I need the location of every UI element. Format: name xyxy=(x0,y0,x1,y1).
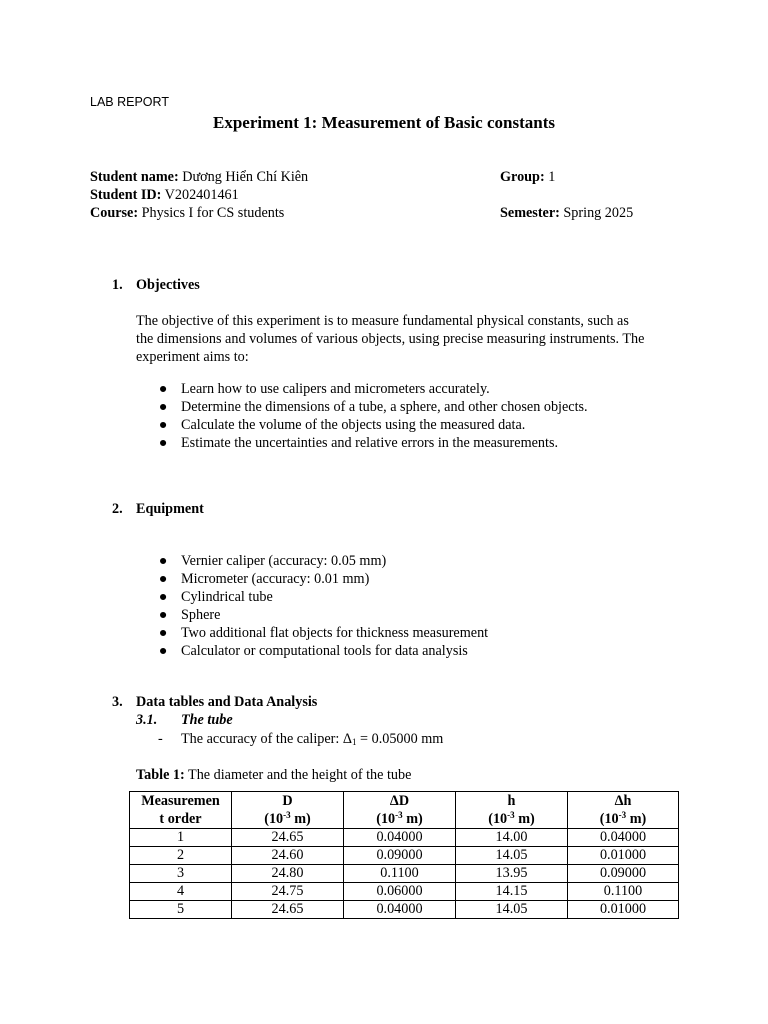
student-id-label: Student ID: xyxy=(90,187,162,203)
objectives-paragraph-line-2: the dimensions and volumes of various objects, using precise measuring instruments. The xyxy=(136,331,645,347)
list-item: ● Calculate the volume of the objects using the measured data. xyxy=(158,417,526,433)
bullet-icon: ● xyxy=(158,399,168,415)
bullet-icon: ● xyxy=(158,625,168,641)
bullet-icon: ● xyxy=(158,435,168,451)
subsection-number: 3.1. xyxy=(136,712,158,728)
group-line xyxy=(500,168,555,186)
list-item: ● Cylindrical tube xyxy=(158,589,273,605)
student-id-line xyxy=(90,186,239,204)
group-label: Group: xyxy=(500,169,545,185)
bullet-icon: ● xyxy=(158,571,168,587)
course-line xyxy=(90,204,284,222)
list-item: ● Determine the dimensions of a tube, a sphere, and other chosen objects. xyxy=(158,399,588,415)
list-item: ● Micrometer (accuracy: 0.01 mm) xyxy=(158,571,370,587)
list-item: ● Learn how to use calipers and micrometers accurately. xyxy=(158,381,490,397)
table-caption-label: Table 1: xyxy=(136,767,185,783)
table-row: 1 24.65 0.04000 14.00 0.04000 xyxy=(130,829,679,847)
student-name-value: Dương Hiển Chí Kiên xyxy=(182,169,309,185)
section-objectives-number: 1. xyxy=(112,277,123,293)
objectives-paragraph-line-3: experiment aims to: xyxy=(136,349,249,365)
list-item: ● Two additional flat objects for thickness measurement xyxy=(158,625,489,641)
list-item: ● Sphere xyxy=(158,607,221,623)
bullet-icon: ● xyxy=(158,607,168,623)
caliper-accuracy: The accuracy of the caliper: $\Delta_1 = 0.05000$ mm xyxy=(181,731,444,747)
dash-bullet: - xyxy=(158,731,163,747)
header-measurement-order: Measuremen t order xyxy=(130,792,232,829)
data-table xyxy=(129,791,679,919)
section-data-number: 3. xyxy=(112,694,123,710)
section-data-heading: Data tables and Data Analysis xyxy=(136,694,318,710)
section-equipment-heading: Equipment xyxy=(136,501,204,517)
table-row: 5 24.65 0.04000 14.05 0.01000 xyxy=(130,901,679,919)
header-h: h ($10^{-3}$ m) xyxy=(456,792,568,829)
section-equipment-number: 2. xyxy=(112,501,123,517)
student-name-line xyxy=(90,168,308,186)
table-row: 2 24.60 0.09000 14.05 0.01000 xyxy=(130,847,679,865)
bullet-icon: ● xyxy=(158,417,168,433)
objectives-paragraph-line-1: The objective of this experiment is to measure fundamental physical constants, such as xyxy=(136,313,629,329)
semester-value: Spring 2025 xyxy=(563,205,634,221)
course-value: Physics I for CS students xyxy=(141,205,285,221)
course-label: Course: xyxy=(90,205,139,221)
header-delta-d: ΔD ($10^{-3}$ m) xyxy=(344,792,456,829)
page-title: Experiment 1: Measurement of Basic constants xyxy=(212,113,555,132)
report-label: LAB REPORT xyxy=(90,95,169,109)
bullet-icon: ● xyxy=(158,643,168,659)
subsection-heading: The tube xyxy=(181,712,233,728)
table-header-row xyxy=(130,792,679,829)
bullet-icon: ● xyxy=(158,589,168,605)
student-name-label: Student name: xyxy=(90,169,179,185)
table-row: 4 24.75 0.06000 14.15 0.1100 xyxy=(130,883,679,901)
group-value: 1 xyxy=(548,169,556,185)
objectives-list xyxy=(157,380,588,452)
list-item: ● Estimate the uncertainties and relative errors in the measurements. xyxy=(158,435,559,451)
equipment-list xyxy=(157,552,488,660)
bullet-icon: ● xyxy=(158,553,168,569)
semester-line xyxy=(500,204,633,222)
section-objectives-heading: Objectives xyxy=(136,277,200,293)
bullet-icon: ● xyxy=(158,381,168,397)
list-item: ● Calculator or computational tools for data analysis xyxy=(158,643,468,659)
table-row: 3 24.80 0.1100 13.95 0.09000 xyxy=(130,865,679,883)
semester-label: Semester: xyxy=(500,205,560,221)
header-d: D ($10^{-3}$ m) xyxy=(232,792,344,829)
header-delta-h: Δh ($10^{-3}$ m) xyxy=(568,792,679,829)
list-item: ● Vernier caliper (accuracy: 0.05 mm) xyxy=(158,553,387,569)
student-id-value: V202401461 xyxy=(164,187,239,203)
table-caption-text: The diameter and the height of the tube xyxy=(188,767,412,783)
table-caption xyxy=(136,766,411,784)
